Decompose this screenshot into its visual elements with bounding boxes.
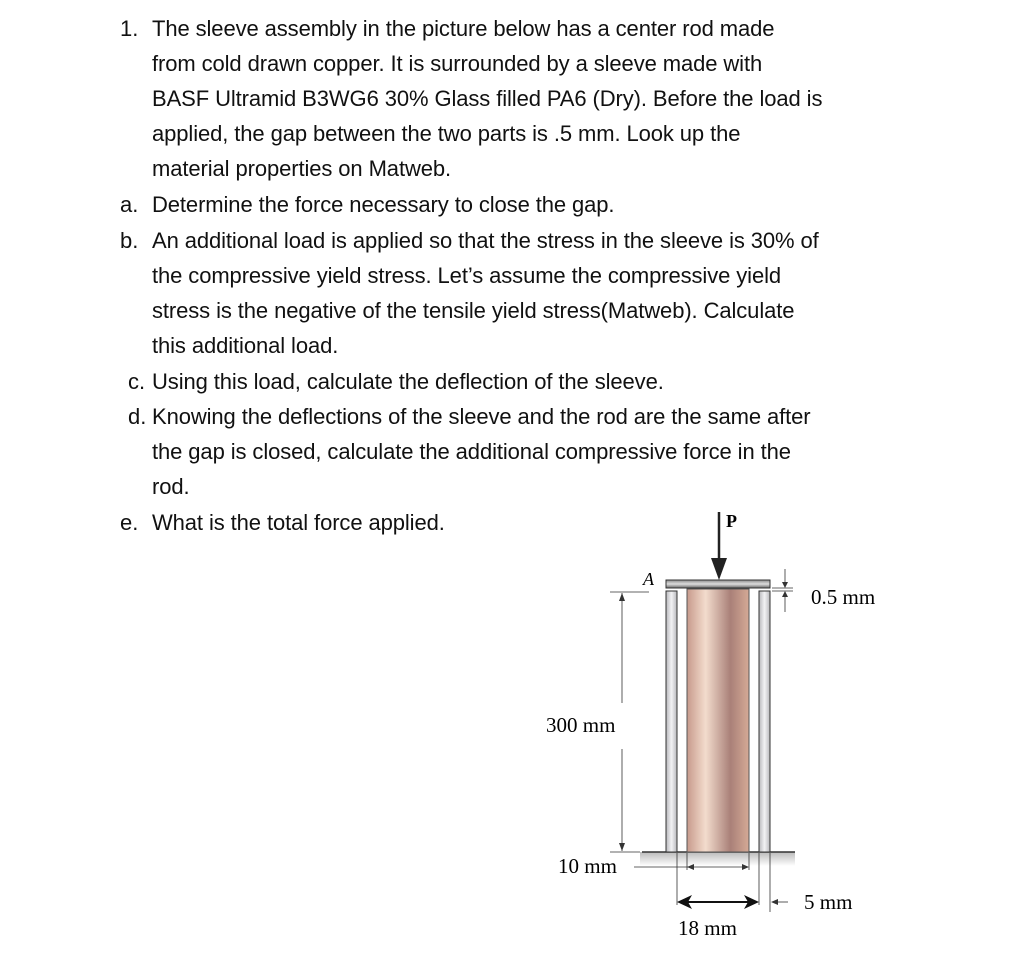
part-e-label: e. bbox=[120, 510, 139, 535]
intro-line: applied, the gap between the two parts is .5 mm. Look up the bbox=[152, 121, 741, 146]
load-arrowhead bbox=[711, 558, 727, 580]
sleeve-thickness-label: 5 mm bbox=[804, 890, 853, 914]
intro-line: The sleeve assembly in the picture below has a center rod made bbox=[152, 16, 775, 41]
part-e-text: What is the total force applied. bbox=[152, 510, 445, 535]
point-a-label: A bbox=[643, 569, 654, 589]
cap-plate bbox=[666, 580, 770, 588]
gap-dimension-label: 0.5 mm bbox=[811, 585, 876, 609]
intro-line: material properties on Matweb. bbox=[152, 156, 452, 181]
part-b-text: this additional load. bbox=[152, 333, 339, 358]
part-d-text: rod. bbox=[152, 474, 190, 499]
part-b-text: the compressive yield stress. Let’s assume the compressive yield bbox=[152, 263, 782, 288]
ground-shadow bbox=[640, 852, 795, 866]
problem-number: 1. bbox=[120, 16, 139, 41]
sleeve-right-wall bbox=[759, 591, 770, 852]
part-d-text: Knowing the deflections of the sleeve and the rod are the same after bbox=[152, 404, 811, 429]
length-dimension-label: 300 mm bbox=[546, 713, 616, 737]
part-b-text: An additional load is applied so that the stress in the sleeve is 30% of bbox=[152, 228, 819, 253]
copper-rod bbox=[687, 589, 749, 852]
part-d-text: the gap is closed, calculate the additional compressive force in the bbox=[152, 439, 791, 464]
intro-line: from cold drawn copper. It is surrounded by a sleeve made with bbox=[152, 51, 763, 76]
part-b-label: b. bbox=[120, 228, 139, 253]
intro-line: BASF Ultramid B3WG6 30% Glass filled PA6 (Dry). Before the load is bbox=[152, 86, 823, 111]
sleeve-inner-diameter-label: 18 mm bbox=[678, 916, 737, 940]
part-a-text: Determine the force necessary to close the gap. bbox=[152, 192, 615, 217]
part-b-text: stress is the negative of the tensile yield stress(Matweb). Calculate bbox=[152, 298, 795, 323]
load-label: P bbox=[726, 511, 737, 531]
part-a-label: a. bbox=[120, 192, 139, 217]
rod-diameter-label: 10 mm bbox=[558, 854, 617, 878]
part-c-text: Using this load, calculate the deflection of the sleeve. bbox=[152, 369, 664, 394]
sleeve-left-wall bbox=[666, 591, 677, 852]
part-d-label: d. bbox=[128, 404, 147, 429]
part-c-label: c. bbox=[128, 369, 146, 394]
